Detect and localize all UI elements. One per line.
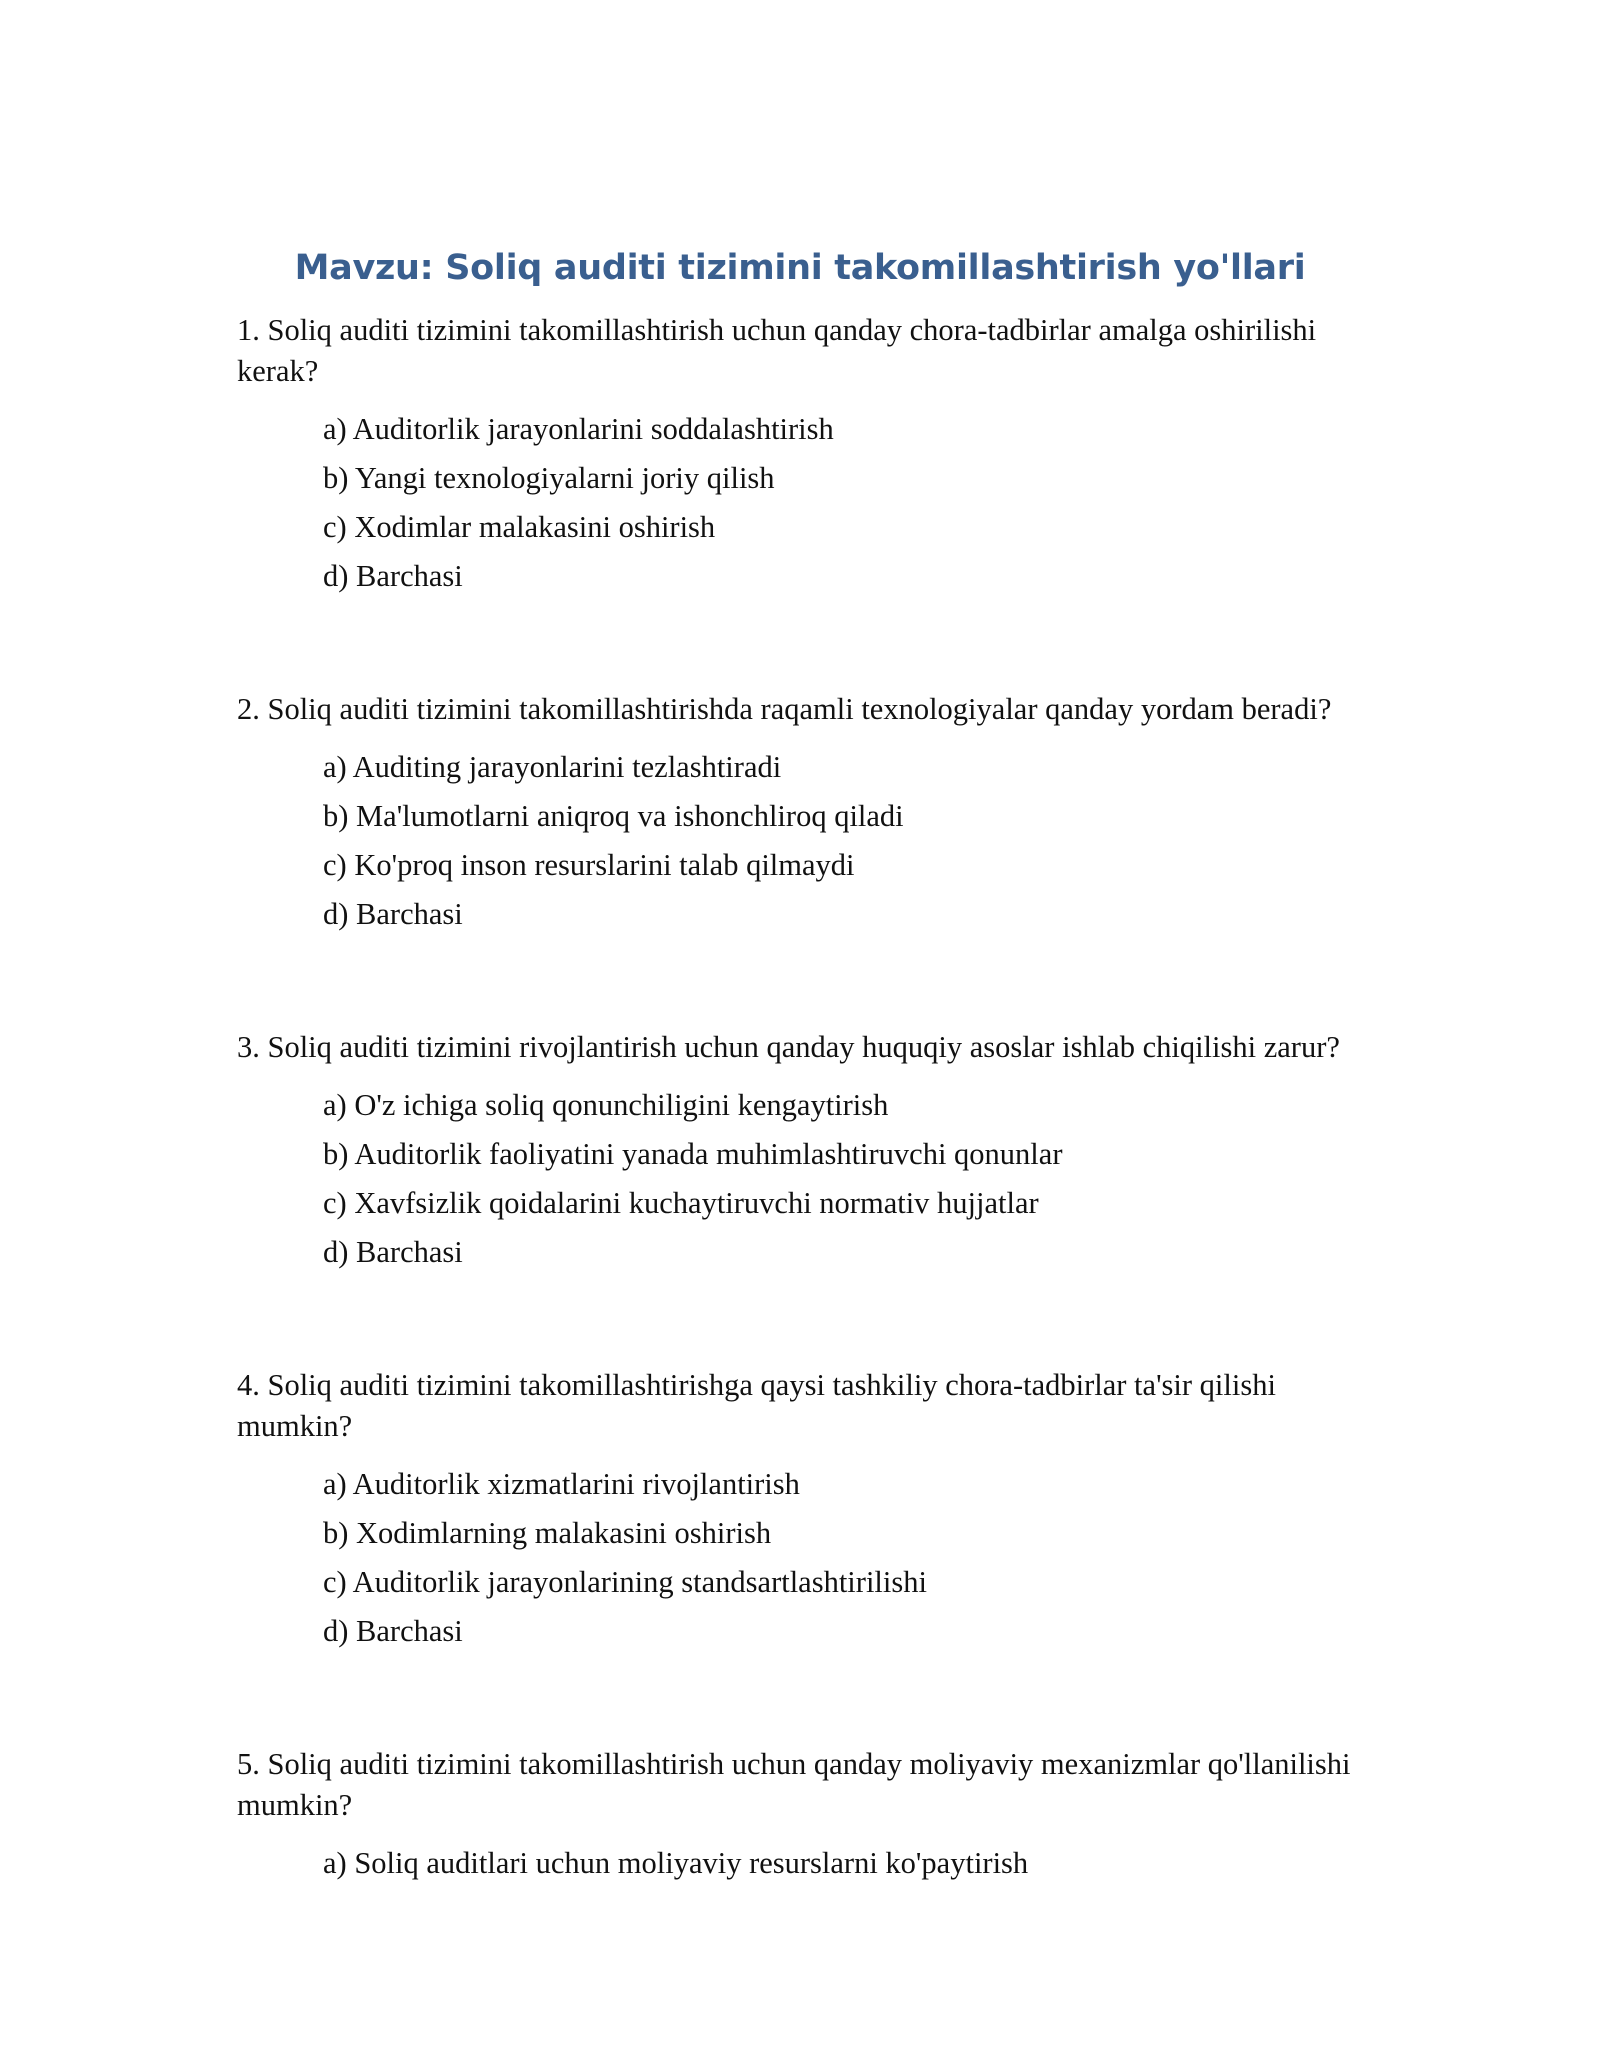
question-text: 2. Soliq auditi tizimini takomillashtirishda raqamli texnologiyalar qanday yordam beradi? (237, 692, 1332, 726)
question-text: 1. Soliq auditi tizimini takomillashtirish uchun qanday chora-tadbirlar amalga oshirilishi kerak? (237, 313, 1317, 388)
answer-options (237, 743, 1387, 939)
answer-options (237, 1839, 1387, 1888)
answer-option-b: b) Ma'lumotlarni aniqroq va ishonchliroq qiladi (323, 799, 904, 833)
question-1 (237, 310, 1387, 601)
answer-option-a: a) Auditing jarayonlarini tezlashtiradi (323, 750, 782, 784)
answer-option-a: a) Soliq auditlari uchun moliyaviy resurslarni ko'paytirish (323, 1846, 1029, 1880)
question-list (237, 310, 1387, 1888)
answer-option-b: b) Yangi texnologiyalarni joriy qilish (323, 461, 775, 495)
question-3 (237, 1027, 1387, 1277)
answer-option-c: c) Xavfsizlik qoidalarini kuchaytiruvchi normativ hujjatlar (323, 1186, 1039, 1220)
question-text: 4. Soliq auditi tizimini takomillashtirishga qaysi tashkiliy chora-tadbirlar ta'sir qilishi mumkin? (237, 1368, 1276, 1443)
answer-option-a: a) O'z ichiga soliq qonunchiligini kengaytirish (323, 1088, 889, 1122)
answer-option-c: c) Xodimlar malakasini oshirish (323, 510, 716, 544)
spacer (237, 601, 1387, 689)
answer-option-c: c) Auditorlik jarayonlarining standsartlashtirilishi (323, 1565, 927, 1599)
answer-option-b: b) Xodimlarning malakasini oshirish (323, 1516, 772, 1550)
document-title: Mavzu: Soliq auditi tizimini takomillashtirish yo'llari (294, 248, 1306, 288)
answer-option-b: b) Auditorlik faoliyatini yanada muhimlashtiruvchi qonunlar (323, 1137, 1063, 1171)
spacer (237, 1656, 1387, 1744)
answer-option-d: d) Barchasi (323, 897, 463, 931)
answer-option-d: d) Barchasi (323, 1614, 463, 1648)
question-5 (237, 1744, 1387, 1888)
spacer (237, 1277, 1387, 1365)
question-2 (237, 689, 1387, 939)
question-text: 3. Soliq auditi tizimini rivojlantirish uchun qanday huquqiy asoslar ishlab chiqilishi zarur? (237, 1030, 1340, 1064)
question-4 (237, 1365, 1387, 1656)
answer-options (237, 1081, 1387, 1277)
answer-option-a: a) Auditorlik jarayonlarini soddalashtirish (323, 412, 834, 446)
answer-option-d: d) Barchasi (323, 559, 463, 593)
answer-option-d: d) Barchasi (323, 1235, 463, 1269)
spacer (237, 939, 1387, 1027)
answer-option-c: c) Ko'proq inson resurslarini talab qilmaydi (323, 848, 855, 882)
answer-option-a: a) Auditorlik xizmatlarini rivojlantirish (323, 1467, 800, 1501)
answer-options (237, 405, 1387, 601)
answer-options (237, 1460, 1387, 1656)
question-text: 5. Soliq auditi tizimini takomillashtirish uchun qanday moliyaviy mexanizmlar qo'llanilishi mumkin? (237, 1747, 1351, 1822)
